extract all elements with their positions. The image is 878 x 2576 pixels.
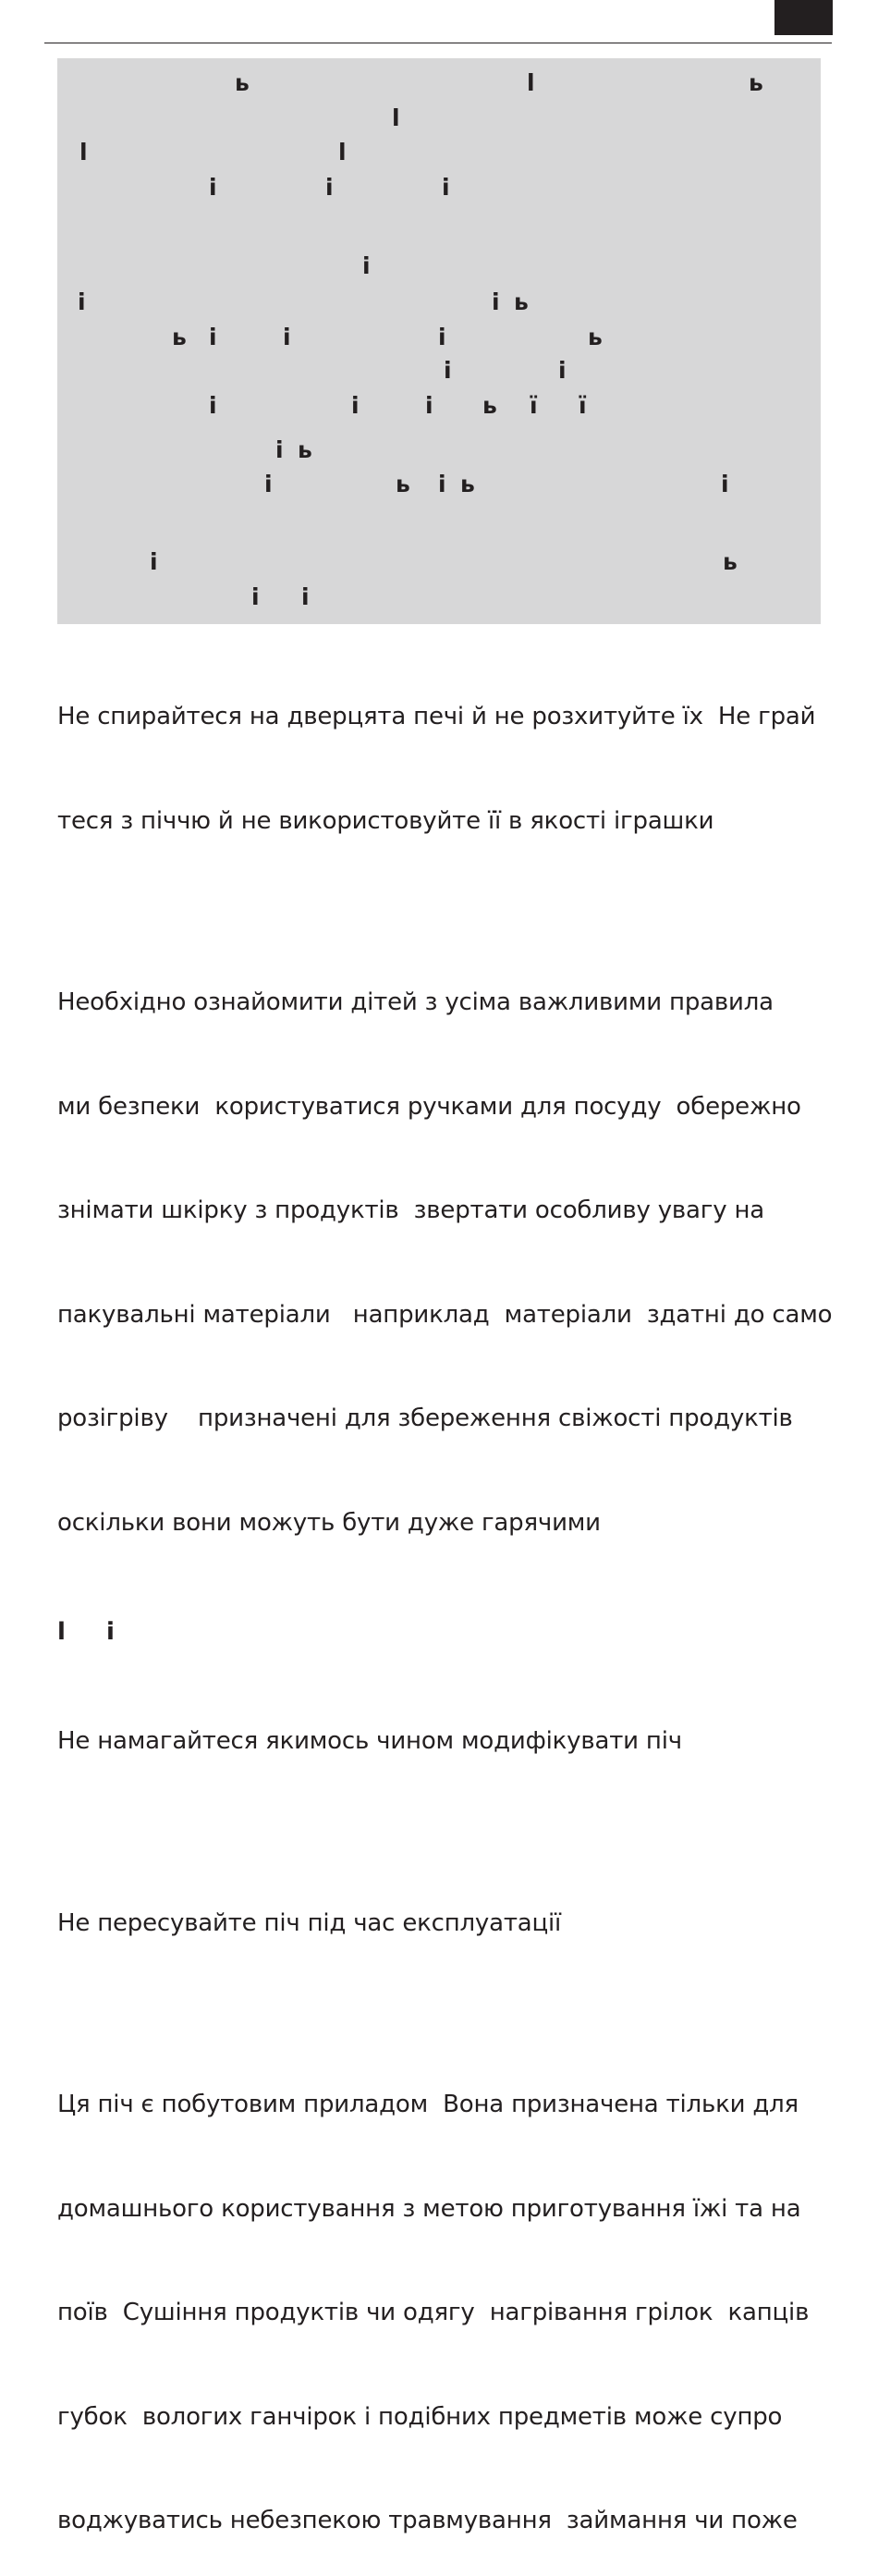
warning-glyph: і — [209, 392, 217, 419]
warning-glyph: ь — [514, 288, 529, 315]
warning-glyph: і — [351, 392, 360, 419]
text-line: оскільки вони можуть бути дуже гарячими — [57, 1508, 601, 1537]
warning-glyph: і — [150, 548, 158, 575]
warning-glyph: ь — [723, 548, 738, 575]
warning-glyph: і — [275, 436, 284, 463]
warning-glyph: і — [362, 252, 371, 279]
paragraph — [57, 1655, 834, 1829]
text-line: губок вологих ганчірок і подібних предметів може супро — [57, 2402, 783, 2431]
text-line: Не пересувайте піч під час експлуатації — [57, 1908, 562, 1937]
text-line: поїв Сушіння продуктів чи одягу нагрівання грілок капців — [57, 2299, 810, 2326]
warning-glyph: ь — [460, 471, 475, 497]
text-line: Необхідно ознайомити дітей з усіма важливими правила — [57, 988, 774, 1016]
text-line: розігріву призначені для збереження свіжості продуктів — [57, 1405, 793, 1432]
warning-glyph: і — [325, 174, 334, 201]
warning-glyph: і — [209, 324, 217, 350]
warning-glyph: і — [558, 357, 567, 384]
warning-glyph: і — [209, 174, 217, 201]
warning-glyph: і — [721, 471, 729, 497]
text-line: домашнього користування з метою приготування їжі та на — [57, 2194, 801, 2223]
paragraph — [57, 631, 834, 908]
warning-glyph: і — [442, 174, 450, 201]
text-line: пакувальні матеріали наприклад матеріали здатні до само — [57, 1300, 833, 1329]
warning-glyph: ь — [588, 324, 603, 350]
warning-glyph: і — [438, 324, 446, 350]
warning-glyph: ь — [482, 392, 497, 419]
warning-glyph: і — [264, 471, 273, 497]
paragraph — [57, 1837, 834, 2011]
page-corner-tab — [774, 0, 833, 35]
text-line: воджуватись небезпекою травмування займання чи поже — [57, 2507, 798, 2534]
warning-glyph: і — [251, 583, 260, 610]
body-text — [57, 631, 834, 2576]
text-line: Не спирайтеся на дверцята печі й не розхитуйте їх Не грай — [57, 703, 816, 730]
text-line: ми безпеки користуватися ручками для посуду обережно — [57, 1092, 801, 1121]
warning-glyph: і — [425, 392, 433, 419]
warning-box — [57, 58, 821, 624]
warning-glyph: ї — [530, 392, 538, 419]
warning-glyph: ь — [396, 471, 410, 497]
paragraph — [57, 2018, 834, 2576]
warning-glyph: l — [79, 139, 88, 166]
warning-glyph: ь — [172, 324, 187, 350]
warning-glyph: ь — [749, 69, 763, 96]
text-line: знімати шкірку з продуктів звертати особливу увагу на — [57, 1196, 765, 1224]
warning-glyph: ь — [298, 436, 312, 463]
warning-glyph: і — [492, 288, 500, 315]
warning-glyph: l — [338, 139, 347, 166]
warning-glyph: і — [301, 583, 310, 610]
text-line: Ця піч є побутовим приладом Вона призначена тільки для — [57, 2091, 799, 2118]
warning-glyph: і — [438, 471, 446, 497]
section-heading: l і — [57, 1618, 115, 1646]
warning-glyph: ь — [235, 69, 250, 96]
warning-glyph: і — [78, 288, 86, 315]
warning-glyph: і — [444, 357, 452, 384]
warning-glyph: ї — [579, 392, 587, 419]
text-line: Не намагайтеся якимось чином модифікувати піч — [57, 1727, 682, 1755]
text-line: теся з піччю й не використовуйте її в якості іграшки — [57, 806, 714, 835]
warning-glyph: l — [527, 69, 535, 96]
warning-glyph: і — [283, 324, 291, 350]
paragraph — [57, 916, 834, 1610]
warning-glyph: l — [392, 104, 400, 131]
